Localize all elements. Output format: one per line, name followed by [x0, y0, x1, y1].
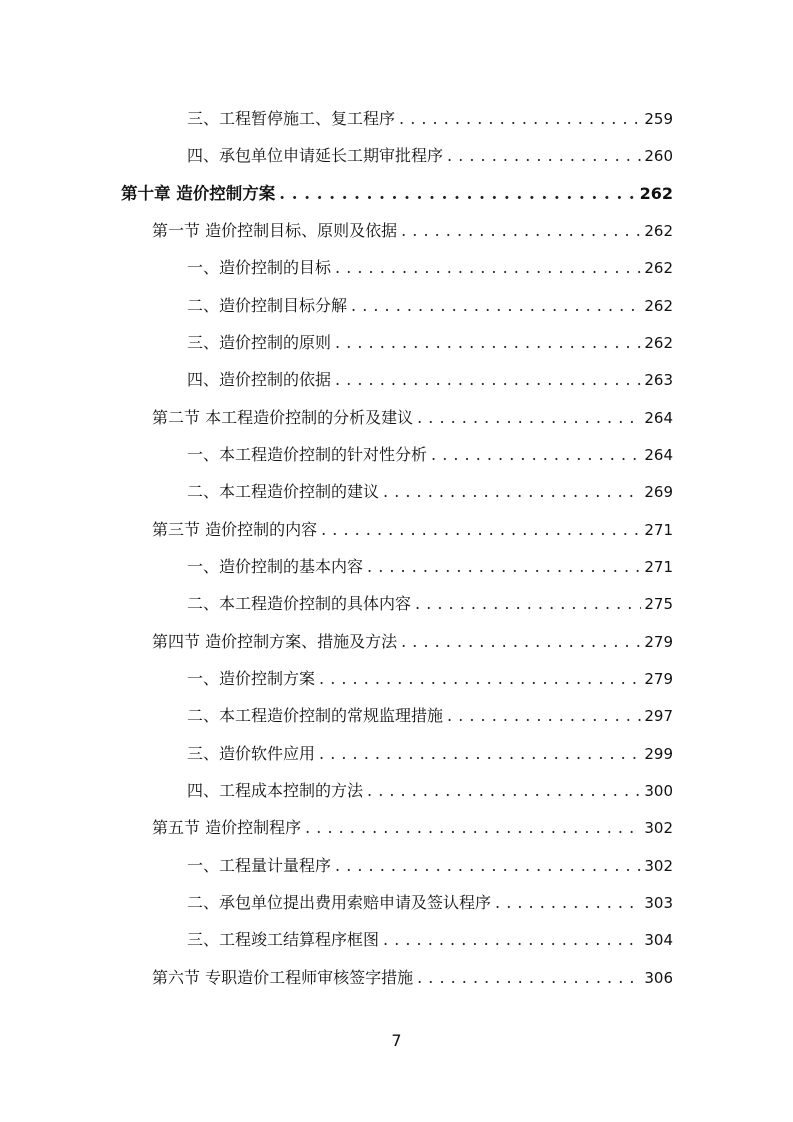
toc-dot-leader: [417, 966, 641, 990]
toc-entry-title: 一、本工程造价控制的针对性分析: [187, 445, 428, 464]
toc-dot-leader: [367, 555, 641, 579]
page-number: 7: [391, 1031, 402, 1050]
toc-entry[interactable]: [187, 368, 673, 392]
toc-dot-leader: [319, 742, 641, 766]
toc-dot-leader: [335, 368, 641, 392]
toc-entry-page: 279: [644, 670, 673, 688]
toc-dot-leader: [351, 294, 641, 318]
toc-entry-page: 263: [644, 371, 673, 389]
toc-dot-leader: [415, 592, 641, 616]
toc-dot-leader: [305, 816, 641, 840]
toc-dot-leader: [399, 107, 641, 131]
toc-dot-leader: [417, 406, 641, 430]
toc-entry-title: 第十章 造价控制方案: [121, 184, 276, 203]
toc-entry[interactable]: [187, 294, 673, 318]
toc-entry-section[interactable]: [152, 630, 673, 654]
toc-entry-page: 259: [644, 110, 673, 128]
toc-entry-title: 第三节 造价控制的内容: [152, 520, 318, 539]
toc-entry-title: 一、工程量计量程序: [187, 856, 332, 875]
toc-entry-section[interactable]: [152, 406, 673, 430]
toc-entry-page: 262: [639, 184, 673, 203]
toc-entry-title: 二、承包单位提出费用索赔申请及签认程序: [187, 893, 492, 912]
toc-entry-title: 一、造价控制的基本内容: [187, 557, 364, 576]
toc-dot-leader: [495, 891, 641, 915]
toc-entry-page: 262: [644, 222, 673, 240]
toc-entry-title: 三、造价软件应用: [187, 744, 316, 763]
toc-entry-title: 第六节 专职造价工程师审核签字措施: [152, 968, 414, 987]
toc-entry-page: 262: [644, 297, 673, 315]
toc-entry[interactable]: [187, 107, 673, 131]
toc-dot-leader: [447, 144, 641, 168]
toc-entry-page: 304: [644, 931, 673, 949]
toc-entry-page: 269: [644, 483, 673, 501]
toc-entry-title: 四、承包单位申请延长工期审批程序: [187, 146, 444, 165]
toc-entry-title: 四、造价控制的依据: [187, 370, 332, 389]
toc-dot-leader: [367, 779, 641, 803]
toc-entry-title: 第一节 造价控制目标、原则及依据: [152, 221, 398, 240]
toc-entry[interactable]: [187, 592, 673, 616]
toc-entry[interactable]: [187, 854, 673, 878]
toc-entry-page: 264: [644, 446, 673, 464]
toc-dot-leader: [319, 667, 641, 691]
toc-entry[interactable]: [187, 779, 673, 803]
toc-entry-page: 297: [644, 707, 673, 725]
toc-entry[interactable]: [187, 704, 673, 728]
toc-dot-leader: [447, 704, 641, 728]
toc-dot-leader: [335, 256, 641, 280]
toc-dot-leader: [431, 443, 641, 467]
toc-entry-page: 279: [644, 633, 673, 651]
toc-entry-title: 第五节 造价控制程序: [152, 818, 302, 837]
toc-entry-title: 三、工程暂停施工、复工程序: [187, 109, 396, 128]
toc-entry-page: 260: [644, 147, 673, 165]
toc-dot-leader: [279, 182, 636, 206]
toc-entry[interactable]: [187, 443, 673, 467]
toc-dot-leader: [401, 630, 641, 654]
toc-entry-title: 三、造价控制的原则: [187, 333, 332, 352]
toc-entry-title: 二、本工程造价控制的具体内容: [187, 594, 412, 613]
toc-entry-section[interactable]: [152, 518, 673, 542]
toc-entry-title: 第四节 造价控制方案、措施及方法: [152, 632, 398, 651]
toc-entry-title: 二、本工程造价控制的常规监理措施: [187, 706, 444, 725]
toc-entry[interactable]: [187, 891, 673, 915]
toc-dot-leader: [383, 928, 641, 952]
toc-entry[interactable]: [187, 742, 673, 766]
toc-entry-page: 299: [644, 745, 673, 763]
toc-dot-leader: [321, 518, 641, 542]
toc-entry-chapter[interactable]: [121, 182, 673, 206]
toc-entry-title: 第二节 本工程造价控制的分析及建议: [152, 408, 414, 427]
toc-entry-section[interactable]: [152, 816, 673, 840]
toc-entry-page: 271: [644, 521, 673, 539]
toc-entry-title: 一、造价控制的目标: [187, 258, 332, 277]
toc-dot-leader: [335, 331, 641, 355]
toc-dot-leader: [401, 219, 641, 243]
toc-entry[interactable]: [187, 256, 673, 280]
toc-entry-page: 302: [644, 857, 673, 875]
toc-entry-page: 275: [644, 595, 673, 613]
toc-entry-title: 二、本工程造价控制的建议: [187, 482, 380, 501]
toc-entry-page: 264: [644, 409, 673, 427]
toc-entry-page: 306: [644, 969, 673, 987]
toc-entry[interactable]: [187, 331, 673, 355]
toc-entry-section[interactable]: [152, 966, 673, 990]
toc-entry-title: 二、造价控制目标分解: [187, 296, 348, 315]
toc-entry[interactable]: [187, 144, 673, 168]
toc-entry-title: 一、造价控制方案: [187, 669, 316, 688]
toc-entry-page: 262: [644, 259, 673, 277]
toc-entry-page: 262: [644, 334, 673, 352]
toc-entry-title: 四、工程成本控制的方法: [187, 781, 364, 800]
toc-entry-page: 271: [644, 558, 673, 576]
toc-entry-title: 三、工程竣工结算程序框图: [187, 930, 380, 949]
toc-entry[interactable]: [187, 667, 673, 691]
toc-entry-page: 300: [644, 782, 673, 800]
toc-dot-leader: [383, 480, 641, 504]
toc-entry[interactable]: [187, 928, 673, 952]
toc-dot-leader: [335, 854, 641, 878]
toc-entry-section[interactable]: [152, 219, 673, 243]
toc-entry[interactable]: [187, 555, 673, 579]
toc-entry-page: 302: [644, 819, 673, 837]
toc-entry-page: 303: [644, 894, 673, 912]
toc-entry[interactable]: [187, 480, 673, 504]
